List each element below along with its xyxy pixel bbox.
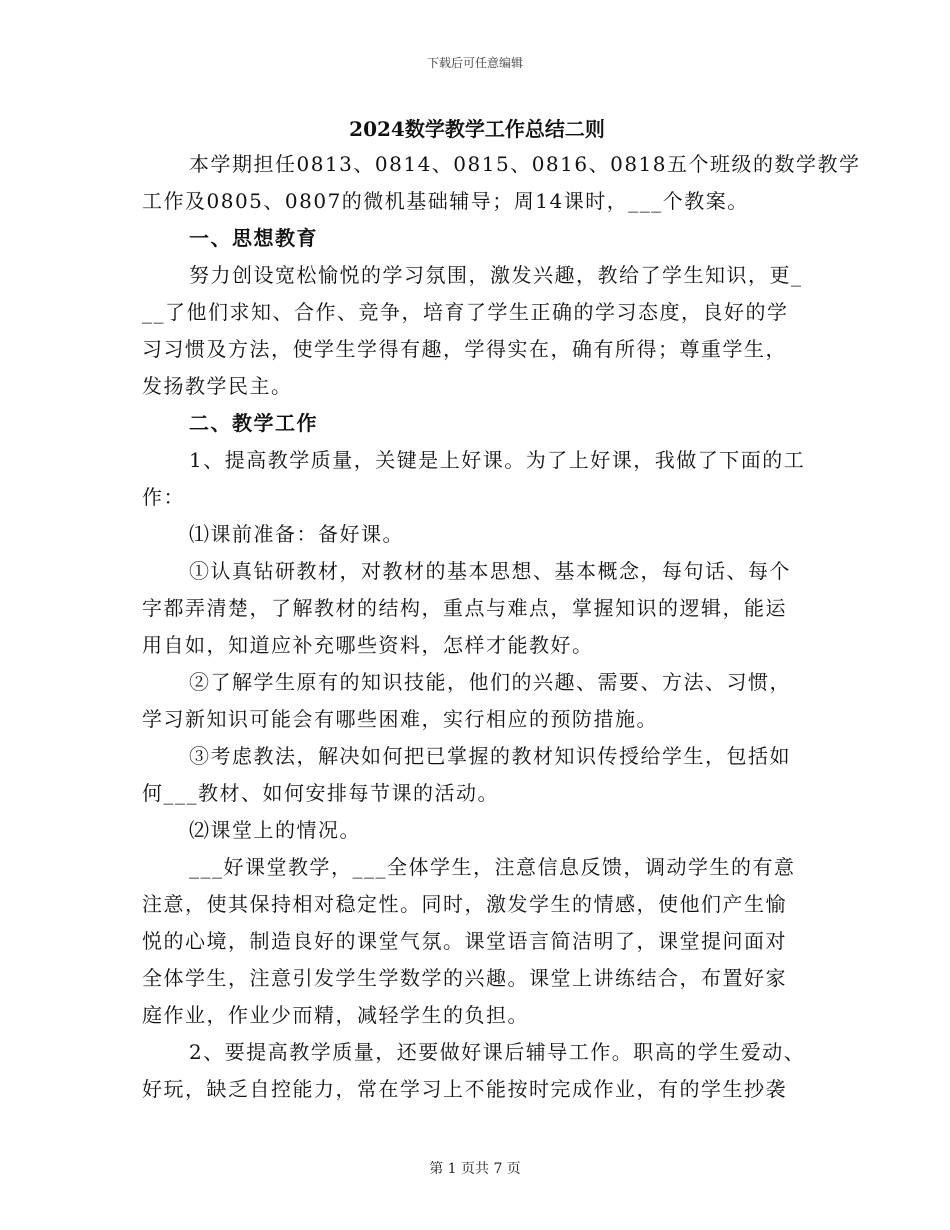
text-line: ___好课堂教学，___全体学生，注意信息反馈，调动学生的有意 — [189, 855, 796, 879]
text-line: 发扬教学民主。 — [142, 374, 293, 398]
page-header: 下载后可任意编辑 — [426, 56, 523, 70]
page-footer: 第 1 页共 7 页 — [429, 1161, 521, 1177]
text-line: 工作及0805、0807的微机基础辅导；周14课时，___个教案。 — [142, 189, 749, 213]
text-line: 好玩，缺乏自控能力，常在学习上不能按时完成作业，有的学生抄袭 — [142, 1077, 787, 1101]
text-line: 习习惯及方法，使学生学得有趣，学得实在，确有所得；尊重学生， — [142, 337, 787, 361]
text-line: 庭作业，作业少而精，减轻学生的负担。 — [142, 1003, 529, 1027]
text-line: 作： — [142, 485, 185, 509]
text-line: 1、提高教学质量，关键是上好课。为了上好课，我做了下面的工 — [189, 448, 806, 472]
text-line: 用自如，知道应补充哪些资料，怎样才能教好。 — [142, 633, 594, 657]
text-line: 悦的心境，制造良好的课堂气氛。课堂语言简洁明了，课堂提问面对 — [142, 929, 787, 953]
text-line: ⑵课堂上的情况。 — [189, 818, 361, 842]
text-line: 学习新知识可能会有哪些困难，实行相应的预防措施。 — [142, 707, 658, 731]
text-line: ③考虑教法，解决如何把已掌握的教材知识传授给学生，包括如 — [189, 744, 791, 768]
text-line: 注意，使其保持相对稳定性。同时，激发学生的情感，使他们产生愉 — [142, 892, 787, 916]
text-line: 何___教材、如何安排每节课的活动。 — [142, 781, 499, 805]
text-line: 2、要提高教学质量，还要做好课后辅导工作。职高的学生爱动、 — [189, 1040, 806, 1064]
text-line: ⑴课前准备：备好课。 — [189, 522, 404, 546]
document-title: 2024数学教学工作总结二则 — [349, 117, 605, 141]
section-heading: 二、教学工作 — [189, 411, 318, 435]
text-line: ①认真钻研教材，对教材的基本思想、基本概念，每句话、每个 — [189, 559, 791, 583]
document-body — [142, 112, 861, 1108]
text-line: 本学期担任0813、0814、0815、0816、0818五个班级的数学教学 — [189, 152, 861, 176]
text-line: 全体学生，注意引发学生学数学的兴趣。课堂上讲练结合，布置好家 — [142, 966, 787, 990]
text-line: 努力创设宽松愉悦的学习氛围，激发兴趣，教给了学生知识，更_ — [189, 263, 803, 287]
text-line: ②了解学生原有的知识技能，他们的兴趣、需要、方法、习惯， — [189, 670, 791, 694]
text-line: __了他们求知、合作、竞争，培育了学生正确的学习态度，良好的学 — [142, 300, 789, 324]
document-paragraphs — [142, 146, 861, 1108]
section-heading: 一、思想教育 — [189, 226, 318, 250]
text-line: 字都弄清楚，了解教材的结构，重点与难点，掌握知识的逻辑，能运 — [142, 596, 787, 620]
